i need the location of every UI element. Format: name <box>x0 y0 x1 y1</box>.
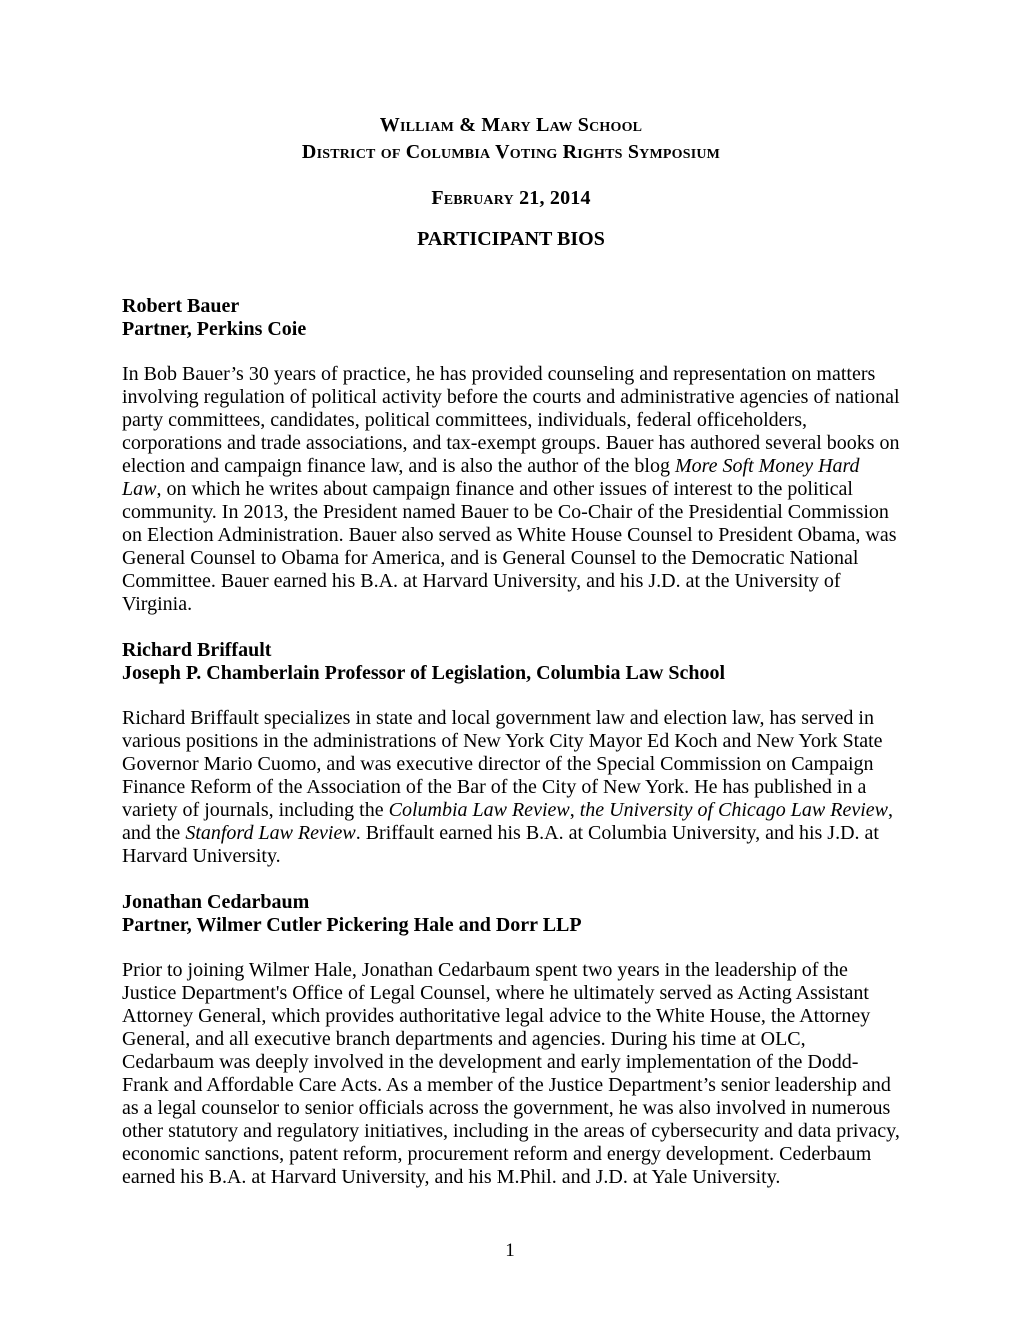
document-title: PARTICIPANT BIOS <box>417 228 605 250</box>
bio-section-robert-bauer <box>122 295 900 616</box>
page-footer <box>0 1239 1020 1262</box>
participant-name: Robert Bauer <box>122 295 240 317</box>
participant-bio-paragraph: Richard Briffault specializes in state and local government law and election law, has served in various positions in the administrations of New York City Mayor Ed Koch and New York State Governor Mario Cuomo, and was executive director of the Special Commission on Campaign Finance Reform of the Association of the Bar of the City of New York. He has published in a variety of journals, including the Columbia Law Review, the University of Chicago Law Review, and the Stanford Law Review. Briffault earned his B.A. at Columbia University, and his J.D. at Harvard University. <box>122 707 893 867</box>
participant-name: Richard Briffault <box>122 639 272 661</box>
participant-title: Partner, Perkins Coie <box>122 318 307 340</box>
symposium-date: February 21, 2014 <box>431 187 591 209</box>
participant-title: Joseph P. Chamberlain Professor of Legislation, Columbia Law School <box>122 662 726 684</box>
bio-section-richard-briffault <box>122 639 900 868</box>
participant-title: Partner, Wilmer Cutler Pickering Hale and Dorr LLP <box>122 914 582 936</box>
symposium-title: District of Columbia Voting Rights Symposium <box>301 141 721 163</box>
page-number: 1 <box>505 1240 515 1261</box>
participant-bio-paragraph: In Bob Bauer’s 30 years of practice, he has provided counseling and representation on matters involving regulation of political activity before the courts and administrative agencies of national party committees, candidates, political committees, individuals, federal officeholders, corporations and trade associations, and tax-exempt groups. Bauer has authored several books on election and campaign finance law, and is also the author of the blog More Soft Money Hard Law, on which he writes about campaign finance and other issues of interest to the political community. In 2013, the President named Bauer to be Co-Chair of the Presidential Commission on Election Administration. Bauer also served as White House Counsel to President Obama, was General Counsel to Obama for America, and is General Counsel to the Democratic National Committee. Bauer earned his B.A. at Harvard University, and his J.D. at the University of Virginia. <box>122 363 900 615</box>
bio-section-jonathan-cedarbaum <box>122 891 900 1189</box>
school-name: William & Mary Law School <box>379 114 643 136</box>
participant-name: Jonathan Cedarbaum <box>122 891 310 913</box>
participant-bio-paragraph: Prior to joining Wilmer Hale, Jonathan Cedarbaum spent two years in the leadership of the Justice Department's Office of Legal Counsel, where he ultimately served as Acting Assistant Attorney General, which provides authoritative legal advice to the White House, the Attorney General, and all executive branch departments and agencies. During his time at OLC, Cedarbaum was deeply involved in the development and early implementation of the Dodd-Frank and Affordable Care Acts. As a member of the Justice Department’s senior leadership and as a legal counselor to senior officials across the government, he was also involved in numerous other statutory and regulatory initiatives, including in the areas of cybersecurity and data privacy, economic sanctions, patent reform, procurement reform and energy development. Cederbaum earned his B.A. at Harvard University, and his M.Phil. and J.D. at Yale University. <box>122 959 900 1188</box>
document-header <box>122 114 900 251</box>
